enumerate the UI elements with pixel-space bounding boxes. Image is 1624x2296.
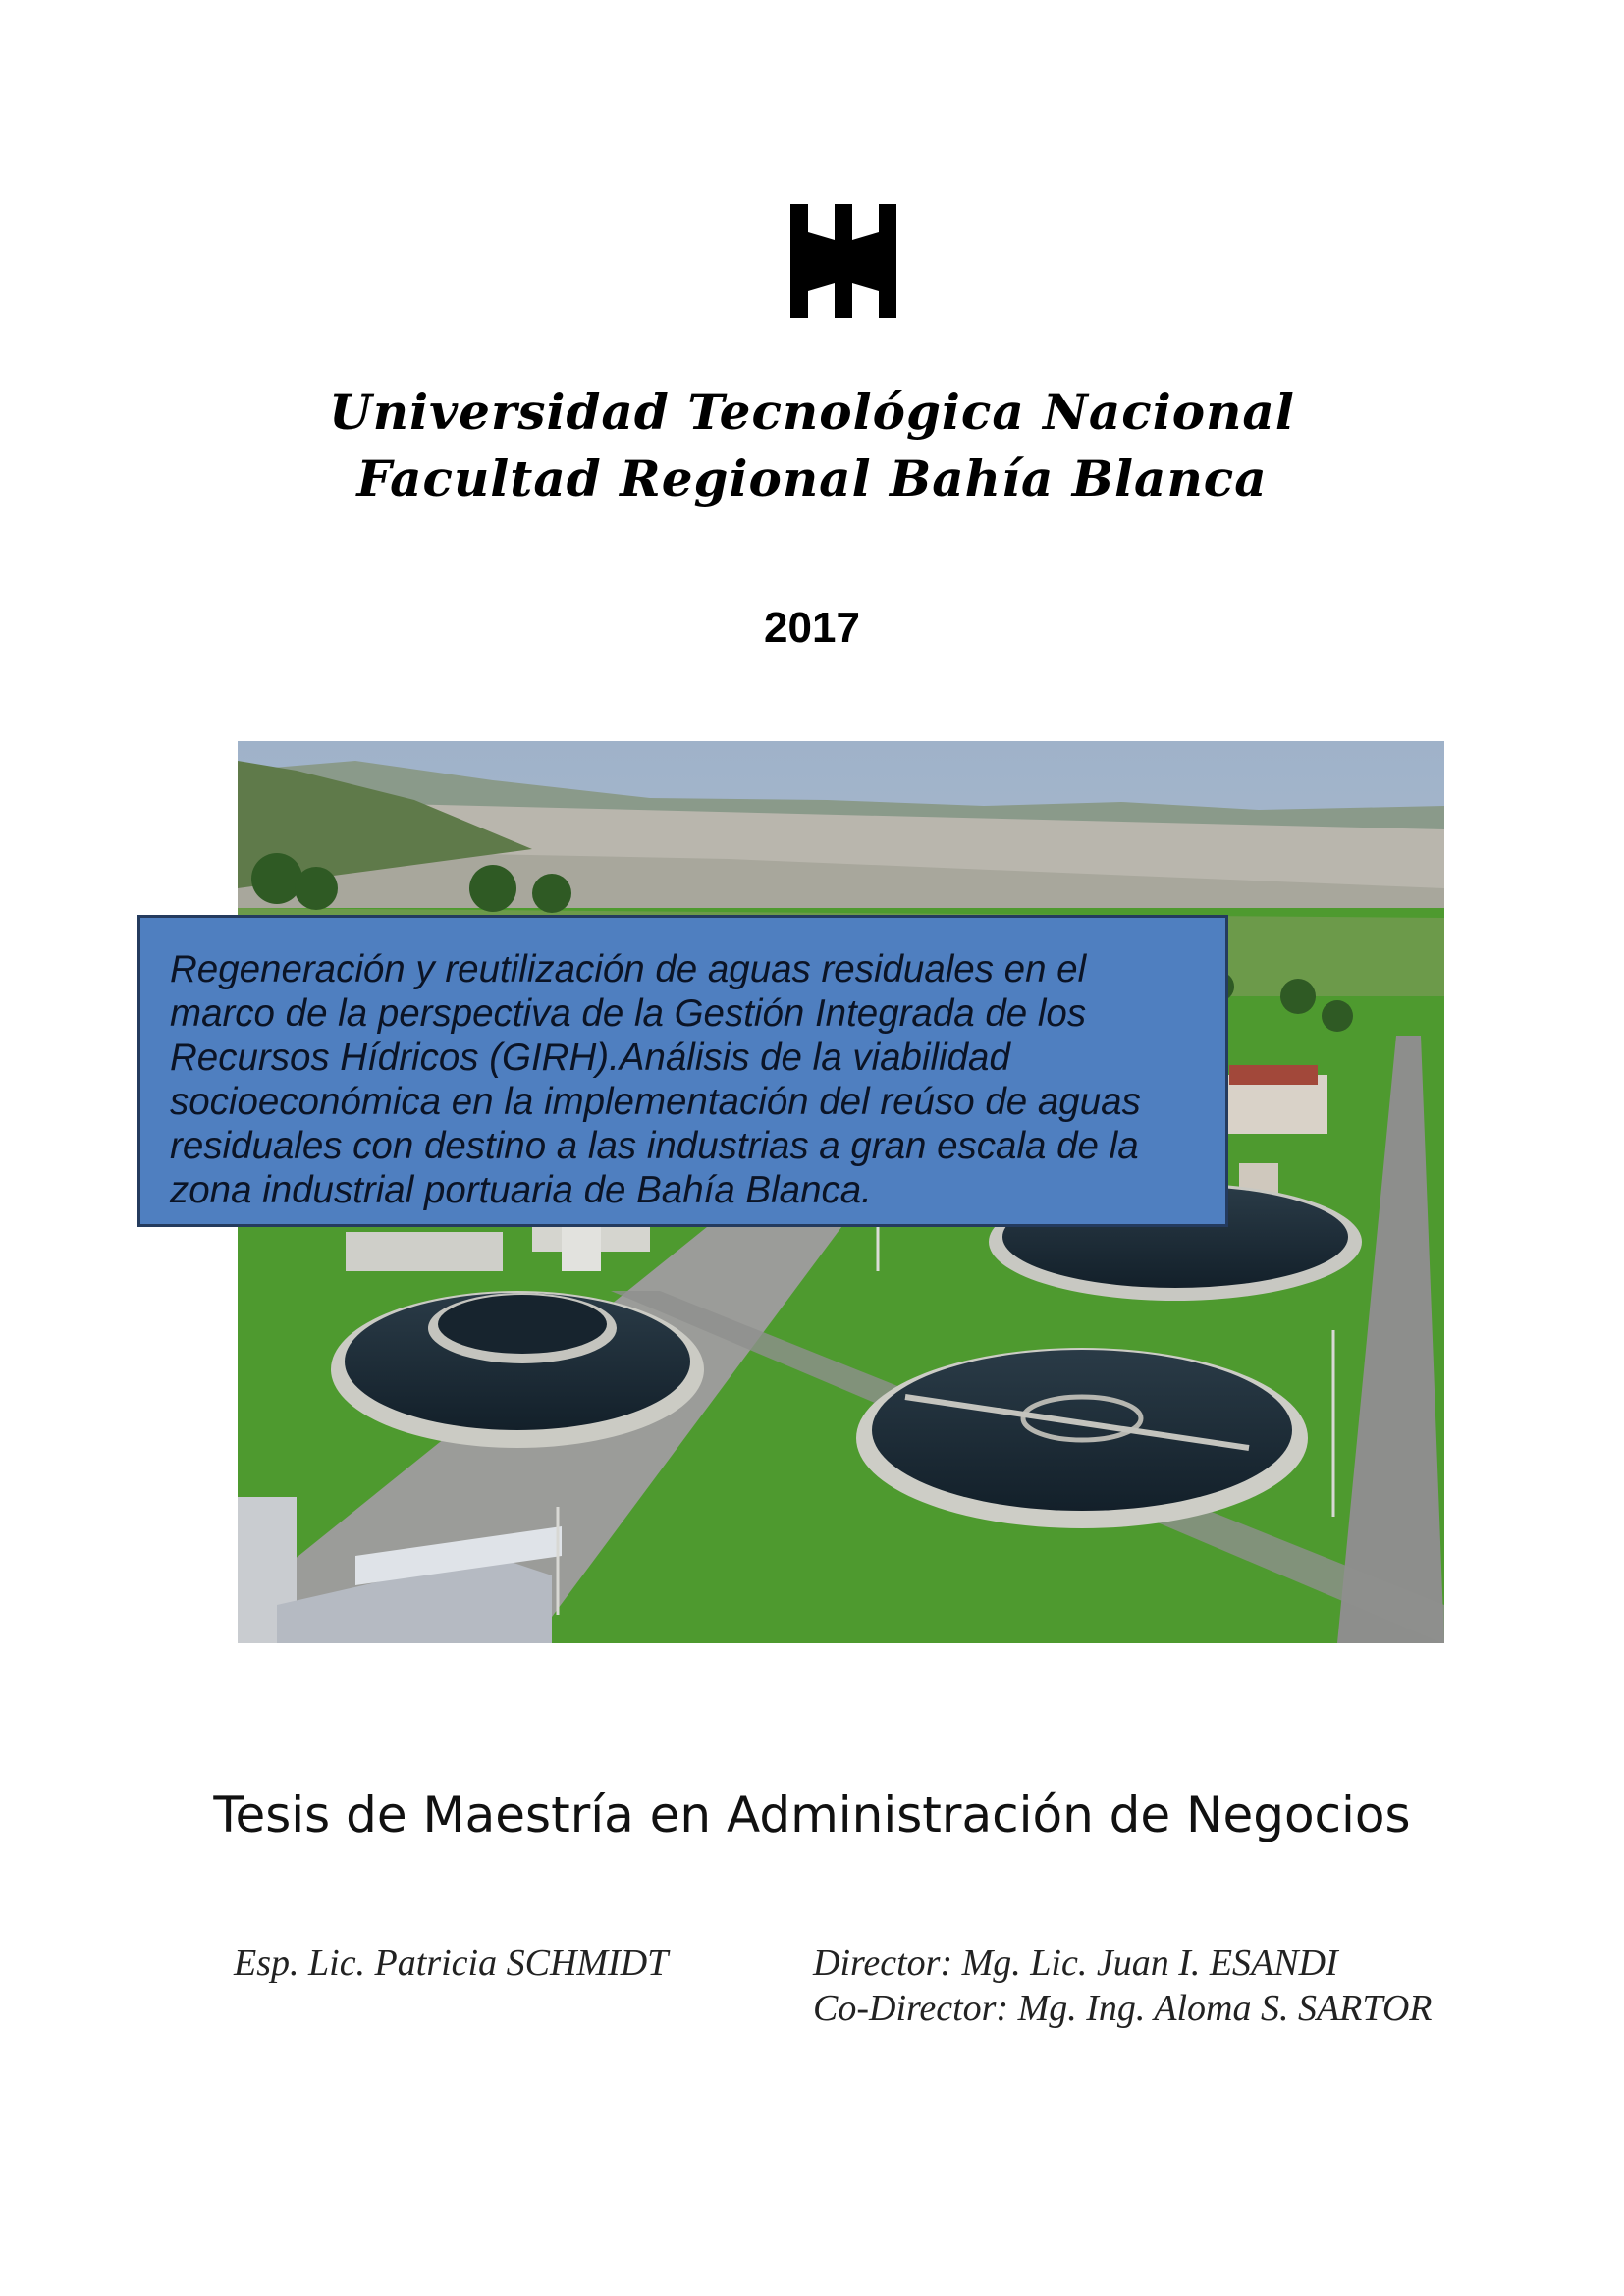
degree-title: Tesis de Maestría en Administración de Negocios: [213, 1787, 1411, 1843]
faculty-name: Facultad Regional Bahía Blanca: [356, 450, 1268, 507]
utn-logo-icon: [790, 204, 896, 318]
author: Esp. Lic. Patricia SCHMIDT: [234, 1943, 669, 1984]
thesis-title-box: [137, 915, 1228, 1227]
thesis-title: Regeneración y reutilización de aguas residuales en el marco de la perspectiva de la Gestión Integrada de los Recursos Hídricos (GIRH).Análisis de la viabilidad socioeconómica en la implementación del reúso de aguas residuales con destino a las industrias a gran escala de la zona industrial portuaria de Bahía Blanca.: [170, 948, 1141, 1211]
university-name: Universidad Tecnológica Nacional: [329, 383, 1295, 441]
director: Director: Mg. Lic. Juan I. ESANDI: [813, 1943, 1338, 1984]
year: 2017: [764, 604, 860, 652]
co-director: Co-Director: Mg. Ing. Aloma S. SARTOR: [813, 1988, 1433, 2029]
